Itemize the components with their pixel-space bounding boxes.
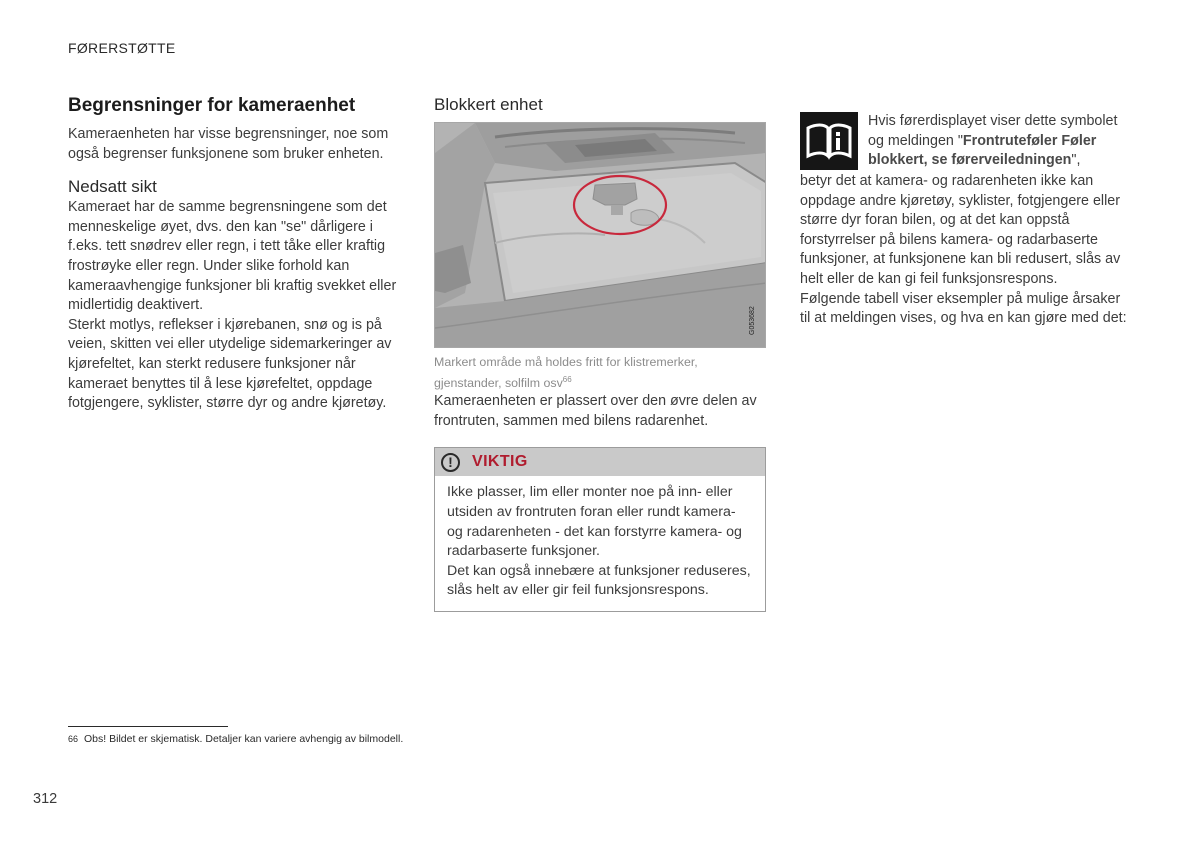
important-paragraph-1: Ikke plasser, lim eller monter noe på inn- eller utsiden av frontruten foran eller rundt kamera- og radarenheten - det kan forstyrre kamera- og radarbaserte funksjoner.	[447, 484, 742, 560]
windshield-illustration	[434, 122, 766, 348]
reduced-visibility-paragraph: Kameraet har de samme begrensningene som det menneskelige øyet, dvs. den kan "se" dårligere i f.eks. tett snødrev eller regn, i tett tåke eller kraftig frostrøyke eller regn. Under slike forhold kan kameraavhengige funksjoner bli kraftig svekket eller midlertidig deaktivert.	[68, 199, 397, 314]
glare-paragraph: Sterkt motlys, reflekser i kjørebanen, snø og is på veien, skitten vei eller utydelige sidemarkeringer av kjørefeltet, kan sterkt redusere funksjoner når kameraet benyttes til å lese kjørefeltet, oppdage fotgjengere, syklister, større dyr og andre kjøretøy.	[68, 316, 392, 412]
driver-message-intro	[868, 112, 1136, 171]
subheading-reduced-visibility: Nedsatt sikt	[68, 177, 157, 197]
message-highlight: Frontruteføler Føler blokkert, se førerveiledningen	[868, 132, 1097, 169]
important-notice	[434, 447, 766, 612]
figure-code: G053682	[749, 306, 756, 335]
subheading-blocked-unit: Blokkert enhet	[434, 95, 543, 114]
table-intro-paragraph: Følgende tabell viser eksempler på mulige årsaker til at meldingen vises, og hva en kan gjøre med det:	[800, 290, 1127, 327]
page-title: Begrensninger for kameraenhet	[68, 95, 356, 116]
column-limitations	[68, 94, 398, 414]
important-notice-body	[435, 476, 765, 611]
intro-text-end: ",	[1071, 152, 1081, 169]
important-notice-header	[435, 448, 765, 476]
footnote-divider	[68, 726, 228, 727]
driver-message-paragraph: betyr det at kamera- og radarenheten ikke kan oppdage andre kjøretøy, syklister, fotgjengere eller større dyr foran bilen, og at det kan oppstå forstyrrelser på bilens kamera- og radarbaserte funksjoner, at funksjonene kan bli redusert, slås av helt eller de kan gi feil funksjonsrespons.	[800, 173, 1121, 287]
important-paragraph-2: Det kan også innebære at funksjoner reduseres, slås helt av eller gir feil funksjonsrespons.	[447, 562, 751, 599]
figure-caption	[434, 354, 766, 392]
footnote-text: Obs! Bildet er skjematisk. Detaljer kan variere avhengig av bilmodell.	[84, 733, 404, 745]
section-header: FØRERSTØTTE	[68, 40, 176, 56]
important-label: VIKTIG	[472, 453, 528, 471]
figure-caption-text: Markert område må holdes fritt for klistremerker, gjenstander, solfilm osv	[434, 355, 698, 391]
camera-location-paragraph: Kameraenheten er plassert over den øvre delen av frontruten, sammen med bilens radarenhet.	[434, 393, 757, 429]
intro-text: Hvis førerdisplayet viser dette symbolet og meldingen "	[868, 113, 1118, 149]
warning-icon: !	[441, 453, 460, 472]
manual-info-icon	[800, 112, 858, 170]
footnote-number: 66	[68, 734, 79, 744]
footnote-reference: 66	[562, 375, 572, 384]
page-number: 312	[33, 791, 58, 807]
column-blocked-unit	[434, 94, 766, 612]
driver-message-body	[800, 172, 1134, 329]
intro-paragraph: Kameraenheten har visse begrensninger, noe som også begrenser funksjonene som bruker enheten.	[68, 126, 389, 162]
windshield-drawing	[435, 123, 766, 348]
footnote	[68, 733, 403, 745]
